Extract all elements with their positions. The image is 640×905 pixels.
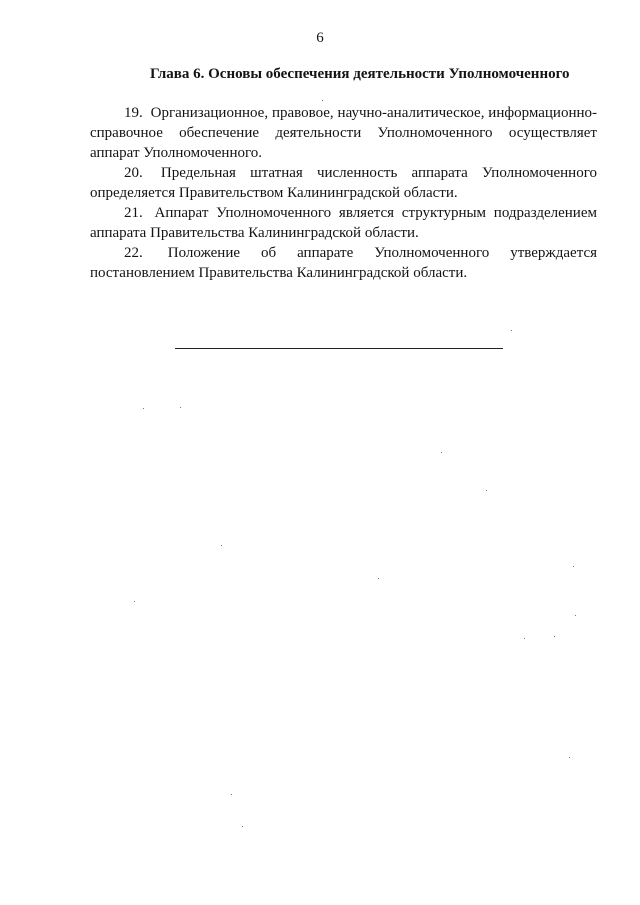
scan-speck	[322, 100, 323, 101]
scan-speck	[554, 636, 555, 637]
paragraph-text: Положение об аппарате Уполномоченного утверждается постановлением Правительства Калининградской области.	[90, 245, 598, 281]
paragraph-21	[90, 203, 597, 243]
paragraph-19	[90, 103, 597, 163]
paragraph-text: Аппарат Уполномоченного является структурным подразделением аппарата Правительства Калининградской области.	[90, 205, 597, 241]
scan-speck	[441, 452, 442, 453]
paragraph-text: Предельная штатная численность аппарата Уполномоченного определяется Правительством Калининградской области.	[90, 165, 597, 201]
scan-speck	[524, 638, 525, 639]
paragraph-number: 21.	[124, 205, 143, 221]
paragraph-22	[90, 243, 597, 283]
scan-speck	[180, 407, 181, 408]
scan-speck	[511, 330, 512, 331]
scan-speck	[378, 578, 379, 579]
page-number: 6	[316, 30, 324, 46]
scan-speck	[486, 490, 487, 491]
document-body	[90, 103, 597, 283]
scan-speck	[221, 545, 222, 546]
paragraph-text: Организационное, правовое, научно-аналитическое, информационно-справочное обеспечение деятельности Уполномоченного осуществляет аппарат Уполномоченного.	[90, 105, 597, 161]
closing-divider	[175, 348, 503, 349]
chapter-title: Глава 6. Основы обеспечения деятельности Уполномоченного	[150, 66, 570, 82]
paragraph-20	[90, 163, 597, 203]
scan-speck	[575, 615, 576, 616]
paragraph-number: 19.	[124, 105, 143, 121]
paragraph-number: 20.	[124, 165, 143, 181]
scan-speck	[231, 794, 232, 795]
scan-speck	[242, 826, 243, 827]
scan-speck	[573, 566, 574, 567]
scan-speck	[143, 408, 144, 409]
scan-speck	[569, 757, 570, 758]
scan-speck	[134, 601, 135, 602]
paragraph-number: 22.	[124, 245, 143, 261]
